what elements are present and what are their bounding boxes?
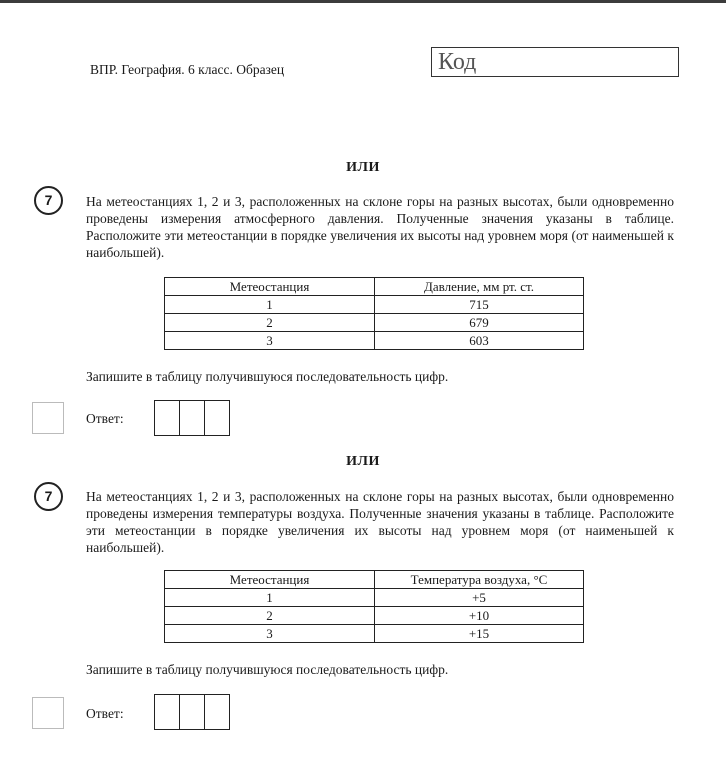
answer-cell[interactable] xyxy=(205,401,229,435)
score-box[interactable] xyxy=(32,697,64,729)
task-text: На метеостанциях 1, 2 и 3, расположенных на склоне горы на разных высотах, были одновременно проведены измерения температуры воздуха. Полученные значения указаны в таблице. Расположите эти метеостанции в порядке увеличения их высоты над уровнем моря (от наименьшей к наибольшей). xyxy=(86,489,674,555)
answer-cell[interactable] xyxy=(155,695,180,729)
table-row xyxy=(165,314,584,332)
answer-cells xyxy=(154,694,230,730)
code-label: Код xyxy=(438,49,477,75)
column-header: Температура воздуха, °С xyxy=(375,571,584,589)
table-row xyxy=(165,296,584,314)
table-cell: 3 xyxy=(165,332,375,350)
answer-cell[interactable] xyxy=(155,401,180,435)
table-cell: +15 xyxy=(375,625,584,643)
column-header: Метеостанция xyxy=(165,571,375,589)
table-row xyxy=(165,332,584,350)
table-header-row xyxy=(165,571,584,589)
answer-cell[interactable] xyxy=(205,695,229,729)
table-cell: 1 xyxy=(165,296,375,314)
answer-cell[interactable] xyxy=(180,695,205,729)
column-header: Метеостанция xyxy=(165,278,375,296)
table-header-row xyxy=(165,278,584,296)
instruction-text: Запишите в таблицу получившуюся последовательность цифр. xyxy=(86,369,449,384)
separator-or: ИЛИ xyxy=(346,454,380,469)
table-cell: 2 xyxy=(165,607,375,625)
table-cell: 3 xyxy=(165,625,375,643)
instruction-text: Запишите в таблицу получившуюся последовательность цифр. xyxy=(86,662,449,677)
answer-cell[interactable] xyxy=(180,401,205,435)
answer-label: Ответ: xyxy=(86,706,124,721)
table-cell: 715 xyxy=(375,296,584,314)
table-cell: 2 xyxy=(165,314,375,332)
table-cell: 679 xyxy=(375,314,584,332)
score-box[interactable] xyxy=(32,402,64,434)
answer-cells xyxy=(154,400,230,436)
code-field[interactable] xyxy=(431,47,679,77)
top-border xyxy=(0,0,726,3)
column-header: Давление, мм рт. ст. xyxy=(375,278,584,296)
data-table xyxy=(164,277,584,350)
task-number-badge: 7 xyxy=(34,482,63,511)
table-cell: +5 xyxy=(375,589,584,607)
page-header-title: ВПР. География. 6 класс. Образец xyxy=(90,62,285,77)
table-row xyxy=(165,607,584,625)
task-number-badge: 7 xyxy=(34,186,63,215)
separator-or: ИЛИ xyxy=(346,160,380,175)
table-cell: +10 xyxy=(375,607,584,625)
answer-label: Ответ: xyxy=(86,411,124,426)
task-text: На метеостанциях 1, 2 и 3, расположенных на склоне горы на разных высотах, были одновременно проведены измерения атмосферного давления. Полученные значения указаны в таблице. Расположите эти метеостанции в порядке увеличения их высоты над уровнем моря (от наименьшей к наибольшей). xyxy=(86,194,674,260)
table-cell: 1 xyxy=(165,589,375,607)
table-row xyxy=(165,589,584,607)
table-row xyxy=(165,625,584,643)
table-cell: 603 xyxy=(375,332,584,350)
data-table xyxy=(164,570,584,643)
